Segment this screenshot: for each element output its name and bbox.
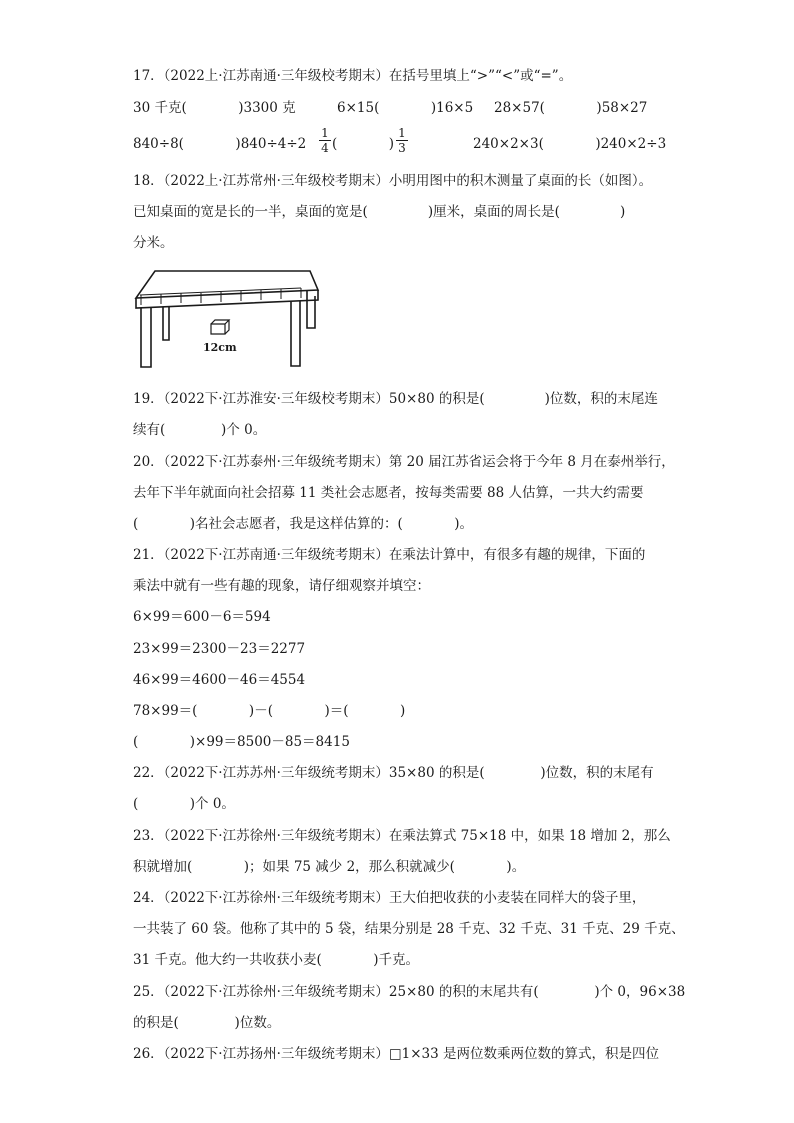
q21-example-2: 23×99＝2300－23＝2277 [133, 641, 306, 657]
figure-label: 12cm [203, 341, 237, 354]
q22-line2: ( )个 0。 [133, 796, 235, 812]
q20-line1: 20．（2022下·江苏泰州·三年级统考期末）第 20 届江苏省运会将于今年 8 月在泰州举行， [133, 454, 675, 470]
q21-example-1: 6×99＝600－6＝594 [133, 609, 271, 625]
q21-example-3: 46×99＝4600－46＝4554 [133, 672, 306, 688]
q17-fraction-1-3 [396, 126, 408, 155]
table-leg-back-left [163, 307, 169, 340]
q26-line1: 26．（2022下·江苏扬州·三年级统考期末）□1×33 是两位数乘两位数的算式，积是四位 [133, 1046, 659, 1062]
q25-line1: 25．（2022下·江苏徐州·三年级统考期末）25×80 的积的末尾共有( )个 0，96×38 [133, 984, 686, 1000]
q24-line1: 24．（2022下·江苏徐州·三年级统考期末）王大伯把收获的小麦装在同样大的袋子里， [133, 890, 646, 906]
q21-line1: 21．（2022下·江苏南通·三年级统考期末）在乘法计算中，有很多有趣的规律，下面的 [133, 547, 646, 563]
q20-line2: 去年下半年就面向社会招募 11 类社会志愿者，按每类需要 88 人估算，一共大约需要 [133, 485, 644, 501]
fraction-denominator: 4 [321, 141, 329, 155]
q22-line1: 22．（2022下·江苏苏州·三年级统考期末）35×80 的积是( )位数，积的末尾有 [133, 765, 654, 781]
q18-line1: 18．（2022上·江苏常州·三年级校考期末）小明用图中的积木测量了桌面的长（如图）。 [133, 173, 653, 189]
fraction-numerator: 1 [319, 126, 331, 141]
q17-row1-a: 30 千克( )3300 克 [133, 100, 296, 116]
table-leg-back-right [307, 290, 315, 328]
q17-row2-b-blank: ( ) [332, 136, 395, 152]
q24-line2: 一共装了 60 袋。他称了其中的 5 袋，结果分别是 28 千克、32 千克、31 千克、29 千克、 [133, 921, 685, 937]
q17-row2-a: 840÷8( )840÷4÷2 [133, 136, 307, 152]
q17-fraction-1-4 [319, 126, 331, 155]
q18-line2: 已知桌面的宽是长的一半，桌面的宽是( )厘米，桌面的周长是( ) [133, 204, 626, 220]
table-figure [133, 268, 323, 370]
q19-line2: 续有( )个 0。 [133, 422, 267, 438]
q21-line2: 乘法中就有一些有趣的现象，请仔细观察并填空： [133, 578, 430, 594]
q19-line1: 19．（2022下·江苏淮安·三年级校考期末）50×80 的积是( )位数，积的末尾连 [133, 391, 658, 407]
q21-example-4: 78×99＝( )－( )＝( ) [133, 703, 406, 719]
block-cube [211, 320, 229, 334]
q23-line1: 23．（2022下·江苏徐州·三年级统考期末）在乘法算式 75×18 中，如果 18 增加 2，那么 [133, 828, 671, 844]
q17-row2-c: 240×2×3( )240×2÷3 [473, 136, 667, 152]
q17-row1-c: 28×57( )58×27 [494, 100, 648, 116]
fraction-numerator: 1 [396, 126, 408, 141]
q17-row1-b: 6×15( )16×5 [337, 100, 474, 116]
q18-line3: 分米。 [133, 235, 174, 251]
q23-line2: 积就增加( )；如果 75 减少 2，那么积就减少( )。 [133, 859, 526, 875]
q17-title: 17．（2022上·江苏南通·三年级校考期末）在括号里填上“>”“<”或“=”。 [133, 68, 573, 84]
table-leg-front-left [141, 308, 151, 367]
q20-line3: ( )名社会志愿者，我是这样估算的：( )。 [133, 516, 474, 532]
q24-line3: 31 千克。他大约一共收获小麦( )千克。 [133, 952, 419, 968]
table-leg-front-right [291, 301, 300, 366]
fraction-denominator: 3 [398, 141, 406, 155]
q25-line2: 的积是( )位数。 [133, 1015, 281, 1031]
q21-example-5: ( )×99＝8500－85＝8415 [133, 734, 350, 750]
